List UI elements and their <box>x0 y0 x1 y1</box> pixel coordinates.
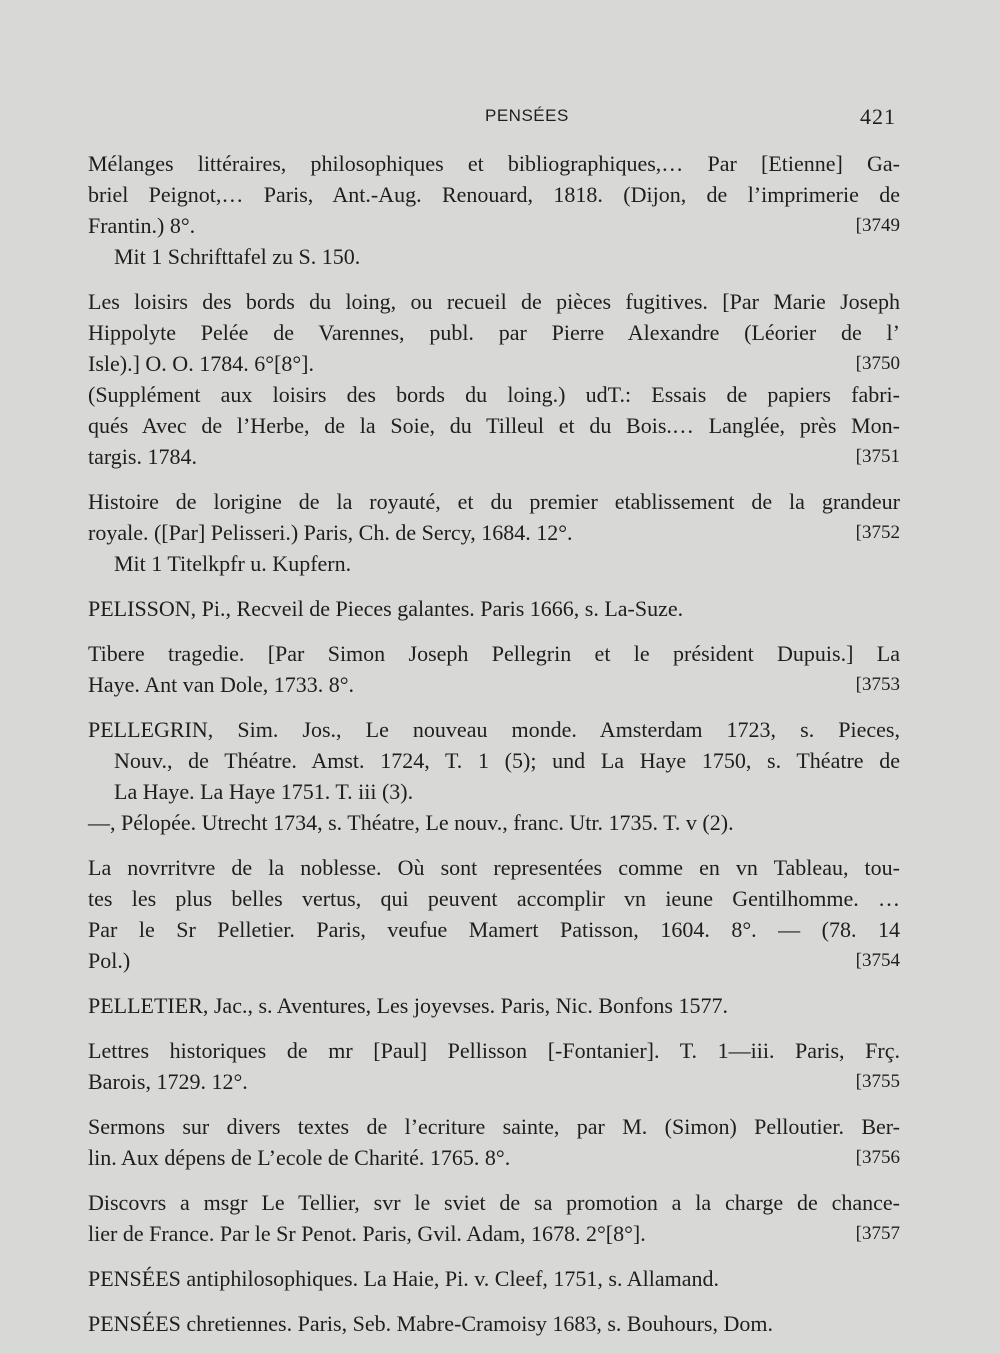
entry-text: PENSÉES antiphilosophiques. La Haie, Pi. v. Cleef, 1751, s. Allamand. <box>88 1266 720 1291</box>
entry-text: Mélanges littéraires, philosophiques et bibliographiques,… Par [Etienne] Ga- <box>88 151 900 176</box>
entry-line <box>88 241 900 272</box>
entry-line <box>88 410 900 441</box>
entry-line <box>88 1142 900 1173</box>
entry-line <box>88 379 900 410</box>
entry-line <box>88 348 900 379</box>
entry-line <box>88 486 900 517</box>
entry-text: Hippolyte Pelée de Varennes, publ. par Pierre Alexandre (Léorier de l’ <box>88 320 900 345</box>
entry-number: [3756 <box>855 1147 900 1168</box>
entry-text: Nouv., de Théatre. Amst. 1724, T. 1 (5); und La Haye 1750, s. Théatre de <box>114 748 900 773</box>
entry-text: lin. Aux dépens de L’ecole de Charité. 1765. 8°. <box>88 1145 511 1170</box>
entry-line <box>88 669 900 700</box>
entry-text: tes les plus belles vertus, qui peuvent accomplir vn ieune Gentilhomme. … <box>88 886 900 911</box>
entry-text: Haye. Ant van Dole, 1733. 8°. <box>88 672 355 697</box>
entry-text: Frantin.) 8°. <box>88 213 196 238</box>
catalog-entry <box>88 1263 900 1294</box>
entry-text: (Supplément aux loisirs des bords du loing.) udT.: Essais de papiers fabri- <box>88 382 900 407</box>
catalog-entry <box>88 148 900 272</box>
entry-text: —, Pélopée. Utrecht 1734, s. Théatre, Le nouv., franc. Utr. 1735. T. v (2). <box>88 810 734 835</box>
entry-text: La novrritvre de la noblesse. Où sont representées comme en vn Tableau, tou- <box>88 855 900 880</box>
entry-number: [3749 <box>855 215 900 236</box>
catalog-entry <box>88 852 900 976</box>
entry-text: Histoire de lorigine de la royauté, et du premier etablissement de la grandeur <box>88 489 900 514</box>
page-number: 421 <box>860 104 896 129</box>
catalog-entry <box>88 990 900 1021</box>
entry-text: La Haye. La Haye 1751. T. iii (3). <box>114 779 414 804</box>
entry-number: [3757 <box>855 1223 900 1244</box>
catalog-entry <box>88 1111 900 1173</box>
entry-line <box>88 286 900 317</box>
entry-line <box>88 517 900 548</box>
entry-text: Mit 1 Titelkpfr u. Kupfern. <box>114 551 352 576</box>
entry-line <box>88 852 900 883</box>
entry-text: Barois, 1729. 12°. <box>88 1069 248 1094</box>
entry-line <box>88 548 900 579</box>
entry-line <box>88 1111 900 1142</box>
entry-line <box>88 441 900 472</box>
catalog-entry <box>88 1308 900 1339</box>
entry-text: Pol.) <box>88 948 131 973</box>
entry-line <box>88 210 900 241</box>
page-header <box>0 104 1000 134</box>
entry-line <box>88 745 900 776</box>
entry-line <box>88 1308 900 1339</box>
catalog-entry <box>88 714 900 838</box>
entry-line <box>88 179 900 210</box>
entry-line <box>88 638 900 669</box>
entry-line <box>88 1218 900 1249</box>
entry-line <box>88 1035 900 1066</box>
entry-text: PELLEGRIN, Sim. Jos., Le nouveau monde. Amsterdam 1723, s. Pieces, <box>88 717 900 742</box>
entry-text: PELISSON, Pi., Recveil de Pieces galantes. Paris 1666, s. La-Suze. <box>88 596 684 621</box>
entry-number: [3752 <box>855 522 900 543</box>
entry-text: qués Avec de l’Herbe, de la Soie, du Tilleul et du Bois.… Langlée, près Mon- <box>88 413 900 438</box>
entry-number: [3754 <box>855 950 900 971</box>
entry-text: Lettres historiques de mr [Paul] Pellisson [-Fontanier]. T. 1—iii. Paris, Frç. <box>88 1038 900 1063</box>
entry-text: Isle).] O. O. 1784. 6°[8°]. <box>88 351 314 376</box>
entry-line <box>88 807 900 838</box>
entry-text: PENSÉES chretiennes. Paris, Seb. Mabre-Cramoisy 1683, s. Bouhours, Dom. <box>88 1311 773 1336</box>
entry-line <box>88 945 900 976</box>
entry-number: [3750 <box>855 353 900 374</box>
entry-line <box>88 883 900 914</box>
entry-line <box>88 1066 900 1097</box>
entry-text: Sermons sur divers textes de l’ecriture sainte, par M. (Simon) Pelloutier. Ber- <box>88 1114 900 1139</box>
entry-line <box>88 714 900 745</box>
entry-text: PELLETIER, Jac., s. Aventures, Les joyevses. Paris, Nic. Bonfons 1577. <box>88 993 728 1018</box>
entry-text: Les loisirs des bords du loing, ou recueil de pièces fugitives. [Par Marie Joseph <box>88 289 900 314</box>
entry-line <box>88 317 900 348</box>
entry-text: royale. ([Par] Pelisseri.) Paris, Ch. de Sercy, 1684. 12°. <box>88 520 573 545</box>
entry-line <box>88 1187 900 1218</box>
entry-text: Mit 1 Schrifttafel zu S. 150. <box>114 244 361 269</box>
running-title: PENSÉES <box>485 106 569 125</box>
entry-text: targis. 1784. <box>88 444 197 469</box>
catalog-entry <box>88 638 900 700</box>
entry-line <box>88 593 900 624</box>
entry-line <box>88 990 900 1021</box>
catalog-entry <box>88 286 900 472</box>
catalog-entry <box>88 1035 900 1097</box>
entry-line <box>88 148 900 179</box>
entry-line <box>88 914 900 945</box>
catalog-entry <box>88 486 900 579</box>
catalog-entry <box>88 1187 900 1249</box>
entry-text: briel Peignot,… Paris, Ant.-Aug. Renouard, 1818. (Dijon, de l’imprimerie de <box>88 182 900 207</box>
entry-text: Tibere tragedie. [Par Simon Joseph Pellegrin et le président Dupuis.] La <box>88 641 900 666</box>
entry-text: Discovrs a msgr Le Tellier, svr le sviet de sa promotion a la charge de chance- <box>88 1190 900 1215</box>
catalog-entry <box>88 593 900 624</box>
entry-number: [3755 <box>855 1071 900 1092</box>
entry-number: [3753 <box>855 674 900 695</box>
entry-text: Par le Sr Pelletier. Paris, veufue Mamert Patisson, 1604. 8°. — (78. 14 <box>88 917 900 942</box>
entry-number: [3751 <box>855 446 900 467</box>
catalog-body <box>88 148 900 1353</box>
entry-text: lier de France. Par le Sr Penot. Paris, Gvil. Adam, 1678. 2°[8°]. <box>88 1221 646 1246</box>
entry-line <box>88 776 900 807</box>
entry-line <box>88 1263 900 1294</box>
